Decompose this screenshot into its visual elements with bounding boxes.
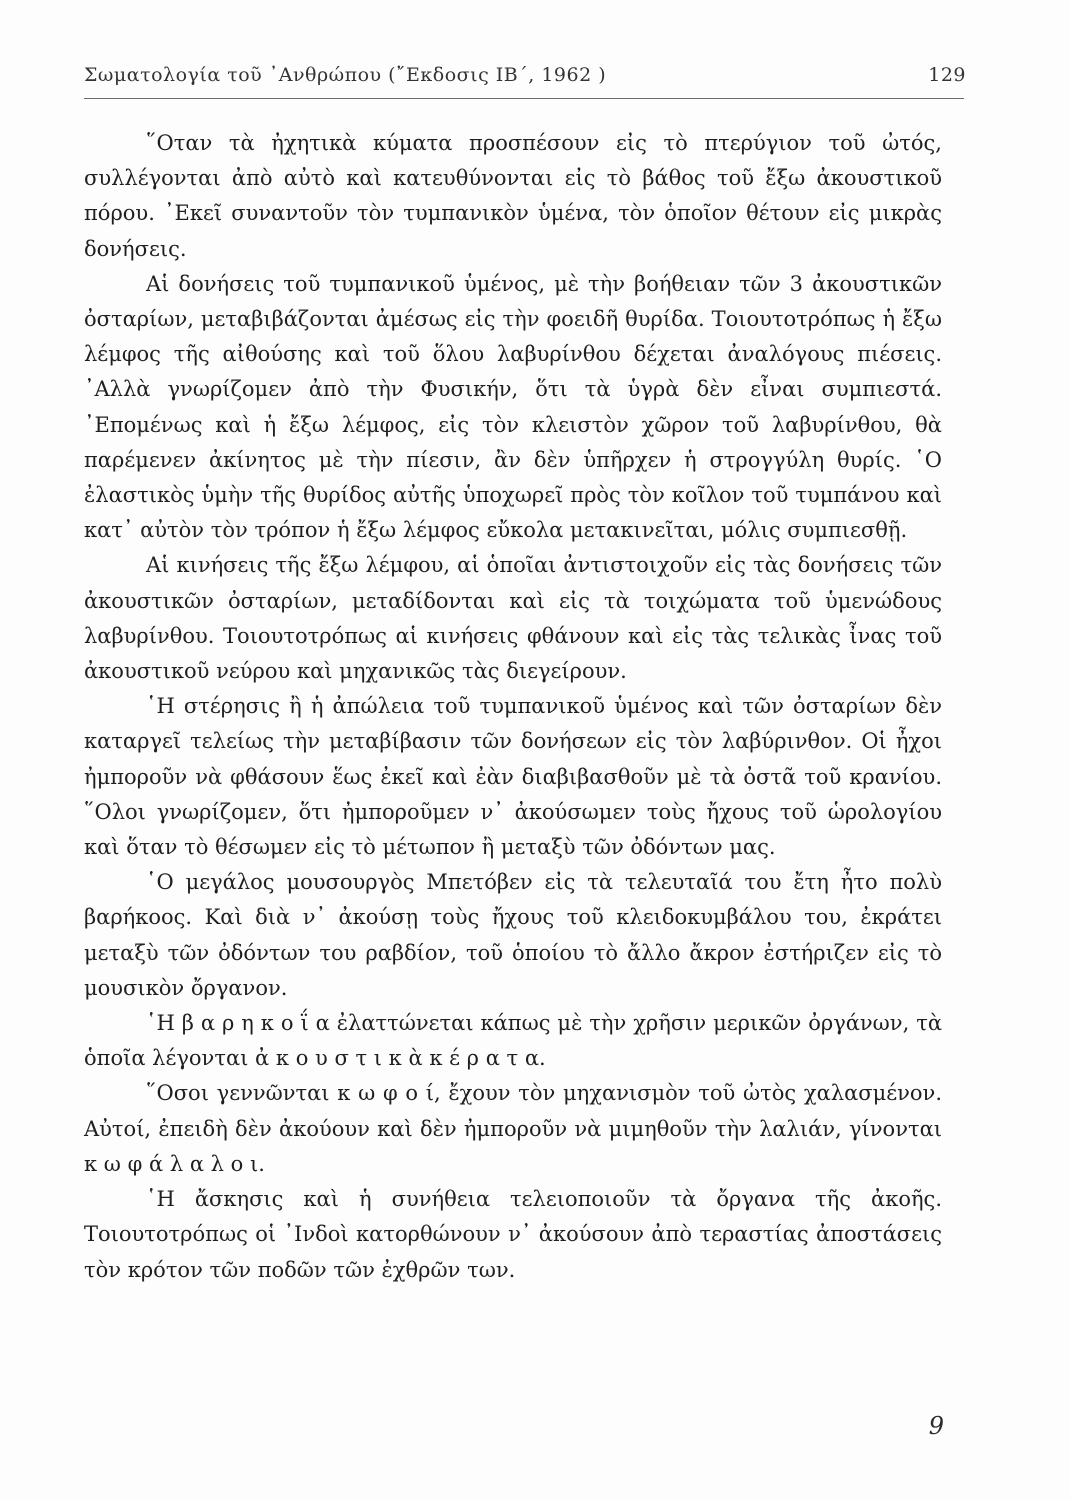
paragraph: ῾Ο μεγάλος μουσουργὸς Μπετόβεν εἰς τὰ τελευταῖά του ἔτη ἦτο πολὺ βαρήκοος. Καὶ διὰ ν᾿ ἀκούσῃ τοὺς ἤχους τοῦ κλειδοκυμβάλου του, ἐκράτει μεταξὺ τῶν ὀδόντων του ραβδίον, τοῦ ὁποίου τὸ ἄλλο ἄκρον ἐστήριζεν εἰς τὸ μουσικὸν ὄργανον. [84, 870, 942, 1000]
paragraph: ῾Η στέρησις ἢ ἡ ἀπώλεια τοῦ τυμπανικοῦ ὑμένος καὶ τῶν ὀσταρίων δὲν καταργεῖ τελείως τὴν μεταβίβασιν τῶν δονήσεων εἰς τὸν λαβύρινθον. Οἱ ἦχοι ἠμποροῦν νὰ φθάσουν ἕως ἐκεῖ καὶ ἐὰν διαβιβασθοῦν μὲ τὰ ὀστᾶ τοῦ κρανίου. ῞Ολοι γνωρίζομεν, ὅτι ἠμποροῦμεν ν᾿ ἀκούσωμεν τοὺς ἤχους τοῦ ὡρολογίου καὶ ὅταν τὸ θέσωμεν εἰς τὸ μέτωπον ἢ μεταξὺ τῶν ὀδόντων μας. [84, 694, 942, 860]
paragraph: Αἱ δονήσεις τοῦ τυμπανικοῦ ὑμένος, μὲ τὴν βοήθειαν τῶν 3 ἀκουστικῶν ὀσταρίων, μεταβιβάζονται ἀμέσως εἰς τὴν φοειδῆ θυρίδα. Τοιουτοτρόπως ἡ ἔξω λέμφος τῆς αἰθούσης καὶ τοῦ ὅλου λαβυρίνθου δέχεται ἀναλόγους πιέσεις. ᾿Αλλὰ γνωρίζομεν ἀπὸ τὴν Φυσικήν, ὅτι τὰ ὑγρὰ δὲν εἶναι συμπιεστά. ᾿Επομένως καὶ ἡ ἔξω λέμφος, εἰς τὸν κλειστὸν χῶρον τοῦ λαβυρίνθου, θὰ παρέμενεν ἀκίνητος μὲ τὴν πίεσιν, ἂν δὲν ὑπῆρχεν ἡ στρογγύλη θυρίς. ῾Ο ἐλαστικὸς ὑμὴν τῆς θυρίδος αὐτῆς ὑποχωρεῖ πρὸς τὸν κοῖλον τοῦ τυμπάνου καὶ κατ᾿ αὐτὸν τὸν τρόπον ἡ ἔξω λέμφος εὔκολα μετακινεῖται, μόλις συμπιεσθῇ. [84, 271, 942, 543]
paragraph: ῾Η β α ρ η κ ο ΐ α ἐλαττώνεται κάπως μὲ τὴν χρῆσιν μερικῶν ὀργάνων, τὰ ὁποῖα λέγονται ἀ κ ο υ σ τ ι κ ὰ κ έ ρ α τ α. [84, 1011, 942, 1071]
paragraph: Αἱ κινήσεις τῆς ἔξω λέμφου, αἱ ὁποῖαι ἀντιστοιχοῦν εἰς τὰς δονήσεις τῶν ἀκουστικῶν ὀσταρίων, μεταδίδονται καὶ εἰς τὰ τοιχώματα τοῦ ὑμενώδους λαβυρίνθου. Τοιουτοτρόπως αἱ κινήσεις φθάνουν καὶ εἰς τὰς τελικὰς ἶνας τοῦ ἀκουστικοῦ νεύρου καὶ μηχανικῶς τὰς διεγείρουν. [84, 553, 942, 684]
body-text [84, 126, 942, 1288]
running-title: Σωματολογία τοῦ ᾿Ανθρώπου (῎Εκδοσις ΙΒ΄, 1962 ) [84, 64, 607, 86]
running-head [84, 64, 966, 98]
signature-mark: 9 [928, 1412, 944, 1440]
header-rule [84, 98, 964, 99]
page-number: 129 [928, 64, 966, 86]
paragraph: ῾Η ἄσκησις καὶ ἡ συνήθεια τελειοποιοῦν τὰ ὄργανα τῆς ἀκοῆς. Τοιουτοτρόπως οἱ ᾿Ινδοὶ κατορθώνουν ν᾿ ἀκούσουν ἀπὸ τεραστίας ἀποστάσεις τὸν κρότον τῶν ποδῶν τῶν ἐχθρῶν των. [84, 1187, 942, 1282]
paragraph: ῞Οσοι γεννῶνται κ ω φ ο ί, ἔχουν τὸν μηχανισμὸν τοῦ ὠτὸς χαλασμένον. Αὐτοί, ἐπειδὴ δὲν ἀκούουν καὶ δὲν ἠμποροῦν νὰ μιμηθοῦν τὴν λαλιάν, γίνονται κ ω φ ά λ α λ ο ι. [84, 1081, 942, 1176]
paragraph: ῞Οταν τὰ ἠχητικὰ κύματα προσπέσουν εἰς τὸ πτερύγιον τοῦ ὠτός, συλλέγονται ἀπὸ αὐτὸ καὶ κατευθύνονται εἰς τὸ βάθος τοῦ ἔξω ἀκουστικοῦ πόρου. ᾿Εκεῖ συναντοῦν τὸν τυμπανικὸν ὑμένα, τὸν ὁποῖον θέτουν εἰς μικρὰς δονήσεις. [84, 131, 942, 261]
